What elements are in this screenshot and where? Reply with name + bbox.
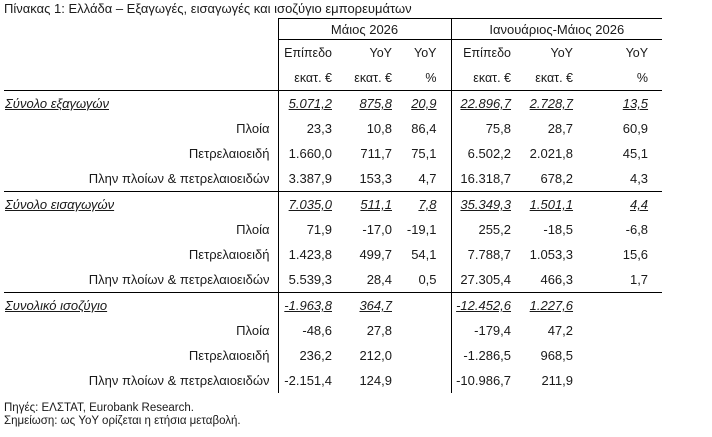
cell-value: 2.021,8 [529, 146, 574, 161]
cell-value: -10.986,7 [451, 368, 525, 393]
table-row [4, 368, 662, 393]
cell-value: 968,5 [540, 348, 574, 363]
cell-value: 711,7 [360, 146, 392, 161]
footnotes [4, 402, 241, 428]
cell-value: 875,8 [359, 96, 392, 111]
row-label: Πετρελαιοειδή [188, 146, 270, 161]
header-group-row [4, 19, 662, 40]
cell-value: 466,3 [525, 267, 587, 293]
cell-value: 22.896,7 [451, 91, 525, 117]
col-unit: % [587, 65, 662, 91]
cell-value: 124,9 [359, 373, 392, 388]
cell-value: 7,8 [418, 197, 437, 212]
col-header: YoY [369, 45, 392, 60]
definition-note: Σημείωση: ως YoY ορίζεται η ετήσια μεταβολή. [4, 415, 241, 427]
cell-value: 5.071,2 [278, 91, 346, 117]
cell-value [406, 318, 451, 343]
col-header: Επίπεδο [278, 40, 346, 66]
cell-value: 7.788,7 [451, 242, 525, 267]
cell-value: -1.286,5 [451, 343, 525, 368]
cell-value: 153,3 [346, 166, 406, 192]
row-label: Πετρελαιοειδή [188, 247, 270, 262]
cell-value [587, 293, 662, 319]
table-row [4, 343, 662, 368]
cell-value: 2.728,7 [529, 96, 574, 111]
col-header: YoY [550, 45, 574, 60]
cell-value: -6,8 [625, 222, 649, 237]
cell-value: 511,1 [360, 197, 392, 212]
table-row [4, 166, 662, 192]
cell-value: 35.349,3 [451, 192, 525, 218]
cell-value: 5.539,3 [278, 267, 346, 293]
cell-value [587, 368, 662, 393]
cell-value: -179,4 [451, 318, 525, 343]
row-label: Πλοία [236, 121, 270, 136]
cell-value: 1.053,3 [529, 247, 574, 262]
table-row [4, 141, 662, 166]
cell-value: 13,5 [622, 96, 649, 111]
row-label: Σύνολο εξαγωγών [5, 96, 109, 111]
cell-value [406, 368, 451, 393]
row-label: Σύνολο εισαγωγών [5, 197, 115, 212]
row-label: Πλοία [236, 323, 270, 338]
table-row-total [4, 293, 662, 319]
cell-value: 10,8 [366, 121, 392, 136]
cell-value: 54,1 [411, 247, 437, 262]
col-header: YoY [414, 45, 437, 60]
cell-value: 45,1 [622, 146, 649, 161]
table-row-total [4, 192, 662, 218]
trade-table [4, 18, 662, 393]
cell-value: 255,2 [451, 217, 525, 242]
row-label: Συνολικό ισοζύγιο [5, 298, 108, 313]
cell-value: 47,2 [547, 323, 574, 338]
cell-value: -18,5 [543, 222, 574, 237]
sources-note: Πηγές: ΕΛΣΤΑΤ, Eurobank Research. [4, 402, 194, 414]
cell-value: -17,0 [362, 222, 392, 237]
row-label: Πλην πλοίων & πετρελαιοειδών [4, 166, 278, 192]
cell-value: 27,8 [366, 323, 392, 338]
cell-value: -1.963,8 [278, 293, 346, 319]
cell-value: 364,7 [359, 298, 392, 313]
col-unit: % [406, 65, 451, 91]
cell-value: 4,3 [587, 166, 662, 192]
cell-value [587, 318, 662, 343]
cell-value: 71,9 [278, 217, 346, 242]
cell-value: -19,1 [406, 222, 437, 237]
col-unit: εκατ. € [451, 65, 525, 91]
cell-value: 86,4 [411, 121, 437, 136]
cell-value [406, 343, 451, 368]
cell-value: 1.501,1 [529, 197, 574, 212]
col-header: Επίπεδο [451, 40, 525, 66]
cell-value: 3.387,9 [278, 166, 346, 192]
col-unit: εκατ. € [278, 65, 346, 91]
cell-value: 1.660,0 [278, 141, 346, 166]
header-row-2 [4, 65, 662, 91]
table-row [4, 116, 662, 141]
cell-value: 4,4 [629, 197, 649, 212]
cell-value: 7.035,0 [278, 192, 346, 218]
cell-value: 678,2 [525, 166, 587, 192]
row-label: Πλοία [236, 222, 270, 237]
header-row-1 [4, 40, 662, 66]
cell-value: 28,4 [346, 267, 406, 293]
row-label: Πλην πλοίων & πετρελαιοειδών [4, 267, 278, 293]
cell-value: 75,1 [411, 146, 437, 161]
cell-value: 20,9 [411, 96, 437, 111]
cell-value: 212,0 [359, 348, 392, 363]
cell-value: -48,6 [278, 318, 346, 343]
group-header-jan-may: Ιανουάριος-Μάιος 2026 [451, 19, 662, 40]
col-unit: εκατ. € [525, 65, 587, 91]
cell-value: 75,8 [451, 116, 525, 141]
cell-value: 499,7 [359, 247, 392, 262]
cell-value: 1.423,8 [278, 242, 346, 267]
cell-value: 6.502,2 [451, 141, 525, 166]
group-header-may: Μάιος 2026 [278, 19, 451, 40]
cell-value: 1,7 [587, 267, 662, 293]
col-header: YoY [625, 45, 649, 60]
cell-value: 236,2 [278, 343, 346, 368]
cell-value [587, 343, 662, 368]
table-title: Πίνακας 1: Ελλάδα – Εξαγωγές, εισαγωγές και ισοζύγιο εμπορευμάτων [4, 1, 412, 16]
cell-value: 0,5 [406, 267, 451, 293]
row-label: Πλην πλοίων & πετρελαιοειδών [88, 373, 270, 388]
cell-value: 15,6 [622, 247, 649, 262]
table-row [4, 318, 662, 343]
cell-value: -2.151,4 [278, 368, 346, 393]
cell-value: 28,7 [547, 121, 574, 136]
cell-value: 16.318,7 [451, 166, 525, 192]
cell-value: 27.305,4 [451, 267, 525, 293]
table-row [4, 267, 662, 293]
table-row-total [4, 91, 662, 117]
cell-value [406, 293, 451, 319]
table-row [4, 242, 662, 267]
cell-value: -12.452,6 [451, 293, 525, 319]
col-unit: εκατ. € [346, 65, 406, 91]
table-row [4, 217, 662, 242]
cell-value: 23,3 [278, 116, 346, 141]
cell-value: 60,9 [622, 121, 649, 136]
cell-value: 4,7 [406, 166, 451, 192]
row-label: Πετρελαιοειδή [188, 348, 270, 363]
cell-value: 211,9 [541, 373, 574, 388]
cell-value: 1.227,6 [529, 298, 574, 313]
